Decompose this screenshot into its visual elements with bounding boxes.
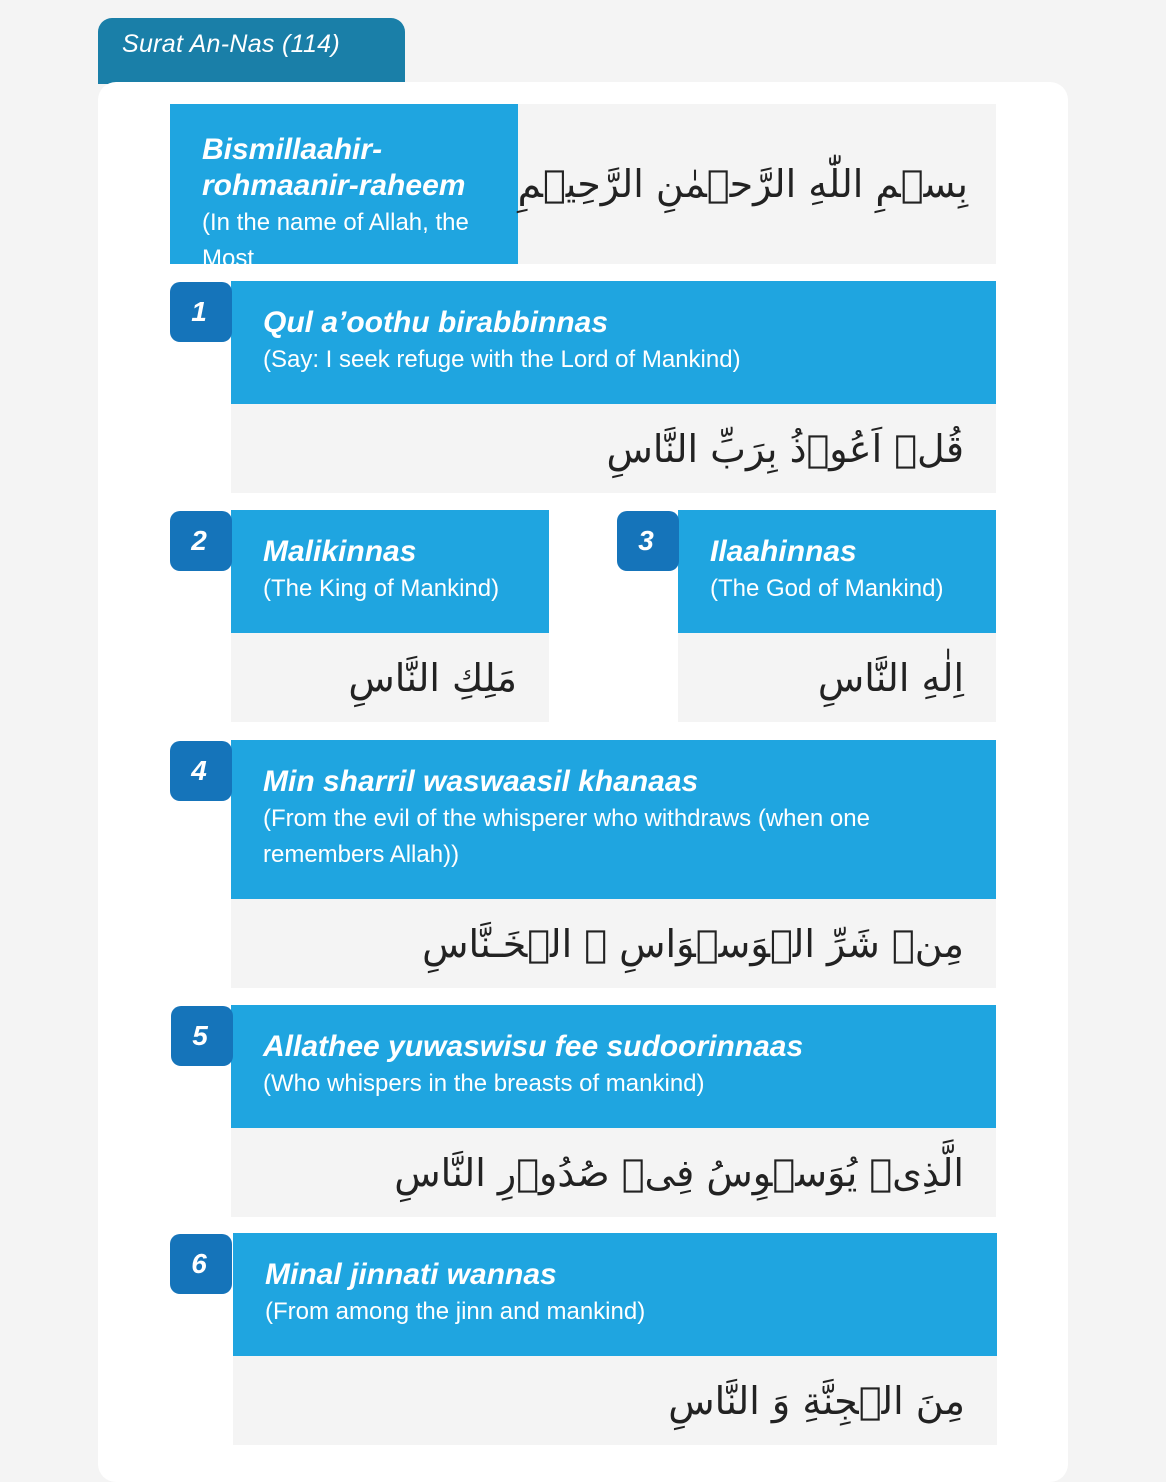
verse-6-number-badge (170, 1234, 232, 1294)
verse-5-arabic-block (231, 1128, 996, 1217)
bismillah-meaning-line1: (In the name of Allah, the Most (202, 209, 469, 272)
verse-3-arabic: اِلٰهِ النَّاسِ (817, 655, 964, 700)
bismillah-translation-block (170, 104, 518, 272)
verse-4-meaning-line2: remembers Allah)) (263, 841, 460, 868)
surah-title: Surat An-Nas (114) (122, 30, 340, 58)
verse-2-number: 2 (191, 525, 207, 556)
verse-2-card (231, 510, 549, 722)
bismillah-arabic-block (518, 104, 996, 264)
bismillah-panel (170, 104, 996, 272)
verse-2-transliteration: Malikinnas (263, 535, 417, 568)
verse-6-arabic-block (233, 1356, 997, 1445)
verse-2-meaning: (The King of Mankind) (263, 575, 500, 602)
verse-5-number: 5 (192, 1020, 208, 1051)
verse-4-number: 4 (191, 755, 207, 786)
verse-6-meaning: (From among the jinn and mankind) (265, 1298, 646, 1325)
verse-3-arabic-block (678, 633, 996, 722)
verse-4-transliteration: Min sharril waswaasil khanaas (263, 765, 699, 798)
verse-1-transliteration: Qul a’oothu birabbinnas (263, 306, 608, 339)
verse-2-number-badge (170, 511, 232, 571)
verse-1-number-badge (170, 282, 232, 342)
verse-4-translation-block (231, 740, 996, 899)
verse-4-number-badge (170, 741, 232, 801)
verse-3-number: 3 (638, 525, 654, 556)
verse-3-meaning: (The God of Mankind) (710, 575, 944, 602)
verse-3-card (678, 510, 996, 722)
verse-1-number: 1 (191, 296, 207, 327)
verse-1-translation-block (231, 281, 996, 404)
verse-3-transliteration: Ilaahinnas (710, 535, 857, 568)
verse-2-translation-block (231, 510, 549, 633)
verse-1-arabic: قُلۡ اَعُوۡذُ بِرَبِّ النَّاسِ (606, 426, 964, 471)
verse-6-transliteration: Minal jinnati wannas (265, 1258, 557, 1291)
verse-5-meaning: (Who whispers in the breasts of mankind) (263, 1070, 705, 1097)
verse-4-meaning-line1: (From the evil of the whisperer who withdraws (when one (263, 805, 870, 832)
verse-4-arabic: مِنۡ شَرِّ الۡوَسۡوَاسِ ۙ الۡخَـنَّاسِ (422, 921, 964, 966)
verse-4-card (231, 740, 996, 988)
surah-title-tab (98, 18, 405, 84)
verse-2-arabic: مَلِكِ النَّاسِ (348, 655, 517, 700)
bismillah-transliteration: Bismillaahir-rohmaanir-raheem (202, 133, 466, 202)
verse-6-arabic: مِنَ الۡجِنَّةِ وَ النَّاسِ (668, 1378, 965, 1423)
verse-5-card (231, 1005, 996, 1217)
verse-6-translation-block (233, 1233, 997, 1356)
verse-5-arabic: الَّذِىۡ يُوَسۡوِسُ فِىۡ صُدُوۡرِ النَّاسِ (394, 1150, 964, 1195)
verse-5-translation-block (231, 1005, 996, 1128)
verse-4-arabic-block (231, 899, 996, 988)
verse-6-card (233, 1233, 997, 1445)
verse-5-number-badge (171, 1006, 233, 1066)
verse-1-card (231, 281, 996, 493)
verse-1-arabic-block (231, 404, 996, 493)
verse-2-arabic-block (231, 633, 549, 722)
verse-3-number-badge (617, 511, 679, 571)
verse-5-transliteration: Allathee yuwaswisu fee sudoorinnaas (263, 1030, 804, 1063)
verse-6-number: 6 (191, 1248, 207, 1279)
verse-3-translation-block (678, 510, 996, 633)
bismillah-arabic: بِسۡمِ اللّٰهِ الرَّحۡمٰنِ الرَّحِيۡمِ (517, 162, 968, 206)
verse-1-meaning: (Say: I seek refuge with the Lord of Mankind) (263, 346, 741, 373)
